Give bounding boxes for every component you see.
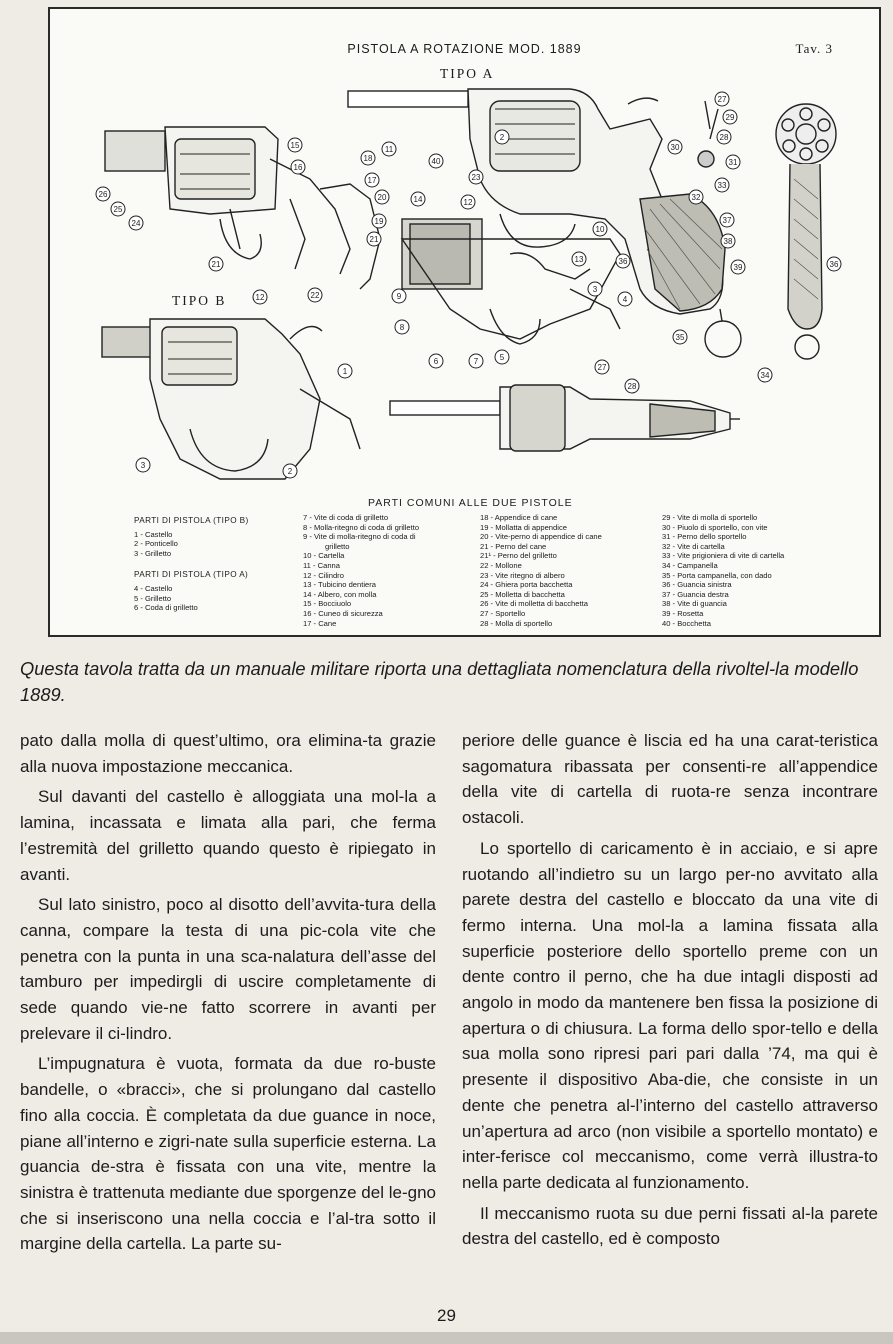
callout-number: 18	[363, 154, 373, 163]
common-parts-col-2	[480, 513, 602, 628]
plate-title: PISTOLA A ROTAZIONE MOD. 1889	[347, 42, 582, 56]
callout-number: 21	[211, 260, 221, 269]
text-column-right	[462, 728, 878, 1257]
list-item: 38 - Vite di guancia	[662, 599, 727, 609]
list-item: 24 - Ghiera porta bacchetta	[480, 580, 573, 590]
callout-number: 13	[574, 255, 584, 264]
callout-number: 8	[399, 323, 405, 332]
callout-number: 1	[342, 367, 348, 376]
tipo-b-heading: PARTI DI PISTOLA (TIPO B)	[134, 516, 249, 525]
list-item: 35 - Porta campanella, con dado	[662, 570, 772, 580]
common-parts-col-1	[303, 513, 419, 628]
tipo-parts-list	[134, 516, 249, 613]
common-parts-col-3	[662, 513, 784, 628]
callout-number: 5	[499, 353, 505, 362]
list-item: 22 - Mollone	[480, 560, 522, 570]
list-item: 33 - Vite prigioniera di vite di cartella	[662, 551, 785, 561]
list-item: 11 - Canna	[303, 560, 341, 570]
callout-number: 11	[384, 145, 394, 154]
callout-number: 35	[675, 333, 685, 342]
callout-number: 14	[413, 195, 423, 204]
list-item: 12 - Cilindro	[303, 570, 344, 580]
callout-number: 21	[369, 235, 379, 244]
callout-number: 39	[733, 263, 743, 272]
tipo-a-label: TIPO A	[440, 66, 495, 81]
list-item: 6 - Coda di grilletto	[134, 603, 198, 613]
tipo-a-heading: PARTI DI PISTOLA (TIPO A)	[134, 570, 249, 580]
list-item: 2 - Ponticello	[134, 539, 178, 549]
callout-number: 4	[622, 295, 628, 304]
list-item: 36 - Guancia sinistra	[662, 580, 732, 590]
revolver-tipo-b	[102, 319, 360, 479]
list-item: 14 - Albero, con molla	[303, 589, 377, 599]
list-item: 40 - Bocchetta	[662, 618, 711, 628]
list-item: 27 - Sportello	[480, 608, 526, 618]
list-item: 10 - Cartella	[303, 551, 345, 561]
callout-number: 36	[829, 260, 839, 269]
callout-number: 38	[723, 237, 733, 246]
nomenclature-plate	[48, 7, 881, 637]
list-item: 26 - Vite di molletta di bacchetta	[480, 599, 588, 609]
revolver-tipo-a-cutaway	[399, 219, 620, 344]
list-item: 21 - Perno del cane	[480, 541, 547, 551]
callout-number: 33	[717, 181, 727, 190]
callout-number: 22	[310, 291, 320, 300]
paragraph: periore delle guance è liscia ed ha una carat-teristica sagomatura ribassata per consenti-re all’appendice della vite di cartella di ruota-re senza incontrare ostacoli.	[462, 731, 878, 828]
list-item: 8 - Molla-ritegno di coda di grilletto	[303, 522, 420, 532]
revolver-rear-view	[776, 104, 836, 359]
callout-number: 37	[722, 216, 732, 225]
list-item: 39 - Rosetta	[662, 608, 704, 618]
callout-number: 7	[473, 357, 479, 366]
list-item: 29 - Vite di molla di sportello	[662, 513, 758, 522]
list-item: 37 - Guancia destra	[662, 589, 729, 599]
callout-number: 27	[717, 95, 727, 104]
list-item: 9 - Vite di molla-ritegno di coda di	[303, 532, 416, 542]
callout-number: 2	[499, 133, 505, 142]
callout-number: 2	[287, 467, 293, 476]
callout-number: 6	[433, 357, 439, 366]
callout-number: 3	[592, 285, 598, 294]
list-item: 32 - Vite di cartella	[662, 541, 725, 551]
revolver-tipo-a-open	[105, 127, 380, 289]
list-item: 19 - Mollatta di appendice	[480, 522, 567, 532]
text-column-left	[20, 728, 436, 1262]
plate-number: Tav. 3	[795, 41, 833, 56]
list-item: 3 - Grilletto	[134, 548, 172, 558]
paragraph: Lo sportello di caricamento è in acciaio, e si apre ruotando all’indietro su un largo per-no avvitato alla parete destra del castello e bloccato da una vite di fermo interna. Una mol-la a lamina fissata alla superficie posteriore dello sportello preme con un dente contro il perno, che ha due intagli disposti ad angolo in modo da mantenere ben fissa la posizione di apertura o di chiusura. La forma dello spor-tello e della sua molla sono ripresi pari pari dalla ’74, ma qui è presente il dispositivo Aba-die, che consiste in un dente che penetra al-l’interno del castello attraverso un’apertura ad arco (non visibile a sportello montato) e inter-ferisce col meccanismo, come verrà illustra-to nella parte dedicata al funzionamento.	[462, 838, 878, 1192]
callout-number: 19	[374, 217, 384, 226]
list-item: 5 - Grilletto	[134, 593, 172, 603]
list-item: 23 - Vite ritegno di albero	[480, 570, 565, 580]
paragraph: Sul lato sinistro, poco al disotto dell’avvita-tura della canna, compare la testa di una pic-cola vite che penetra con la punta in una sca-nalatura dell’asse del tamburo per impedirgli di uscire completamente di sede quando vie-ne fatto scorrere in avanti per prelevare il ci-lindro.	[20, 895, 436, 1043]
list-item: 21¹ - Perno del grilletto	[480, 551, 557, 561]
callout-number: 32	[691, 193, 701, 202]
callout-number: 10	[595, 225, 605, 234]
list-item: 1 - Castello	[134, 529, 173, 539]
callout-number: 16	[293, 163, 303, 172]
paragraph: Il meccanismo ruota su due perni fissati al-la parete destra del castello, ed è composto	[462, 1203, 878, 1249]
list-item: 18 - Appendice di cane	[480, 513, 558, 522]
figure-caption: Questa tavola tratta da un manuale militare riporta una dettagliata nomenclatura della rivoltel-la modello 1889.	[20, 658, 859, 705]
callout-number: 20	[377, 193, 387, 202]
tipo-b-label: TIPO B	[172, 293, 227, 308]
revolver-drawings	[50, 9, 879, 489]
list-item: 28 - Molla di sportello	[480, 618, 553, 628]
callout-number: 28	[719, 133, 729, 142]
list-item: 34 - Campanella	[662, 560, 718, 570]
list-item: 20 - Vite-perno di appendice di cane	[480, 532, 602, 542]
list-item: 4 - Castello	[134, 583, 173, 593]
list-item: 7 - Vite di coda di grilletto	[303, 513, 389, 522]
callout-number: 9	[396, 292, 402, 301]
common-parts-title: PARTI COMUNI ALLE DUE PISTOLE	[368, 497, 573, 509]
callout-number: 23	[471, 173, 481, 182]
page-number: 29	[437, 1306, 456, 1325]
revolver-top-view	[390, 385, 740, 451]
callout-number: 26	[98, 190, 108, 199]
callout-number: 24	[131, 219, 141, 228]
callout-number: 36	[618, 257, 628, 266]
callout-number: 28	[627, 382, 637, 391]
callout-number: 3	[140, 461, 146, 470]
callout-number: 31	[728, 158, 738, 167]
callout-number: 25	[113, 205, 123, 214]
callout-number: 34	[760, 371, 770, 380]
list-item: 25 - Molletta di bacchetta	[480, 589, 565, 599]
paragraph: Sul davanti del castello è alloggiata una mol-la a lamina, incassata e limata alla pari, che ferma l’estremità del grilletto quando questo è ripiegato in avanti.	[20, 787, 436, 884]
callout-number: 12	[255, 293, 265, 302]
paragraph: pato dalla molla di quest’ultimo, ora elimina-ta grazie alla nuova impostazione meccanica.	[20, 731, 436, 776]
callout-number: 12	[463, 198, 473, 207]
list-item: 17 - Cane	[303, 618, 337, 628]
callout-number: 40	[431, 157, 441, 166]
list-item: 16 - Cuneo di sicurezza	[303, 608, 383, 618]
list-item: 30 - Piuolo di sportello, con vite	[662, 522, 768, 532]
callout-number: 29	[725, 113, 735, 122]
scan-edge	[0, 1332, 893, 1344]
callout-number: 17	[367, 176, 377, 185]
callout-number: 15	[290, 141, 300, 150]
list-item: 31 - Perno dello sportello	[662, 532, 747, 542]
list-item: 13 - Tubicino dentiera	[303, 580, 377, 590]
callout-number: 30	[670, 143, 680, 152]
list-item: grilletto	[325, 541, 350, 551]
paragraph: L’impugnatura è vuota, formata da due ro-buste bandelle, o «bracci», che si prolungano dal castello fino alla coccia. È completata da due guance in noce, piane all’interno e zigri-nate sulla superficie esterna. La guancia de-stra è fissata con una vite, mentre la sinistra è trattenuta mediante due sporgenze del le-gno che si inseriscono una nella coccia e l’al-tra sotto il margine della cartella. La parte su-	[20, 1054, 436, 1254]
callout-number: 27	[597, 363, 607, 372]
list-item: 15 - Bocciuolo	[303, 599, 352, 609]
